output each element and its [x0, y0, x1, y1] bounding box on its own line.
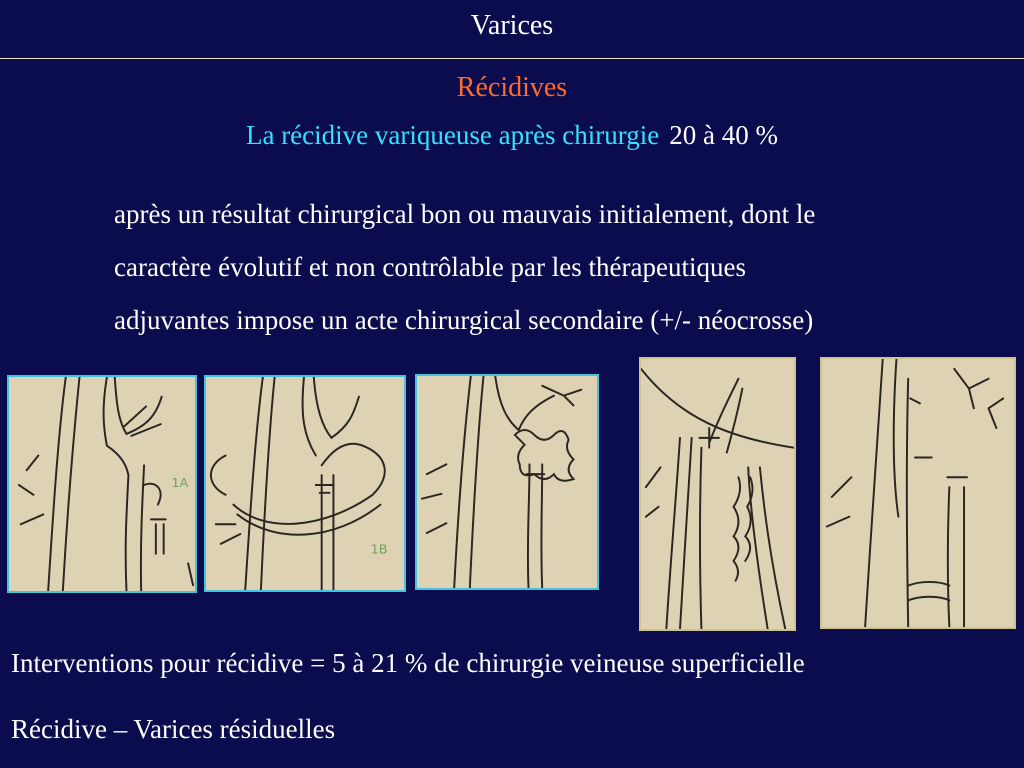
- recurrence-stat-label: La récidive variqueuse après chirurgie: [245, 120, 660, 150]
- figure-5-sketch: [820, 357, 1016, 629]
- figure-1-annotation: 1A: [171, 475, 189, 491]
- figure-1-drawing: [9, 377, 195, 591]
- figure-2-sketch: [204, 375, 406, 592]
- figure-4-sketch: [639, 357, 796, 631]
- paragraph-line: après un résultat chirurgical bon ou mauvais initialement, dont le: [114, 199, 816, 229]
- recurrence-stat: [0, 120, 1024, 151]
- slide-subtitle: Récidives: [456, 72, 568, 103]
- recurrence-residual-line: Récidive – Varices résiduelles: [11, 714, 336, 744]
- figure-1-sketch: [7, 375, 197, 593]
- definition-paragraph: [114, 188, 1014, 347]
- figure-5-drawing: [822, 359, 1014, 627]
- interventions-line: Interventions pour récidive = 5 à 21 % de chirurgie veineuse superficielle: [11, 648, 805, 678]
- title-divider: [0, 58, 1024, 59]
- figure-4-drawing: [641, 359, 794, 629]
- figure-2-annotation: 1B: [370, 542, 388, 558]
- paragraph-line: caractère évolutif et non contrôlable par les thérapeutiques: [114, 252, 746, 282]
- paragraph-line: adjuvantes impose un acte chirurgical secondaire (+/- néocrosse): [114, 305, 814, 335]
- figure-3-drawing: [417, 376, 597, 588]
- figure-3-sketch: [415, 374, 599, 590]
- slide-title: Varices: [470, 10, 554, 41]
- figure-2-drawing: [206, 377, 404, 590]
- recurrence-stat-value: 20 à 40 %: [669, 120, 779, 150]
